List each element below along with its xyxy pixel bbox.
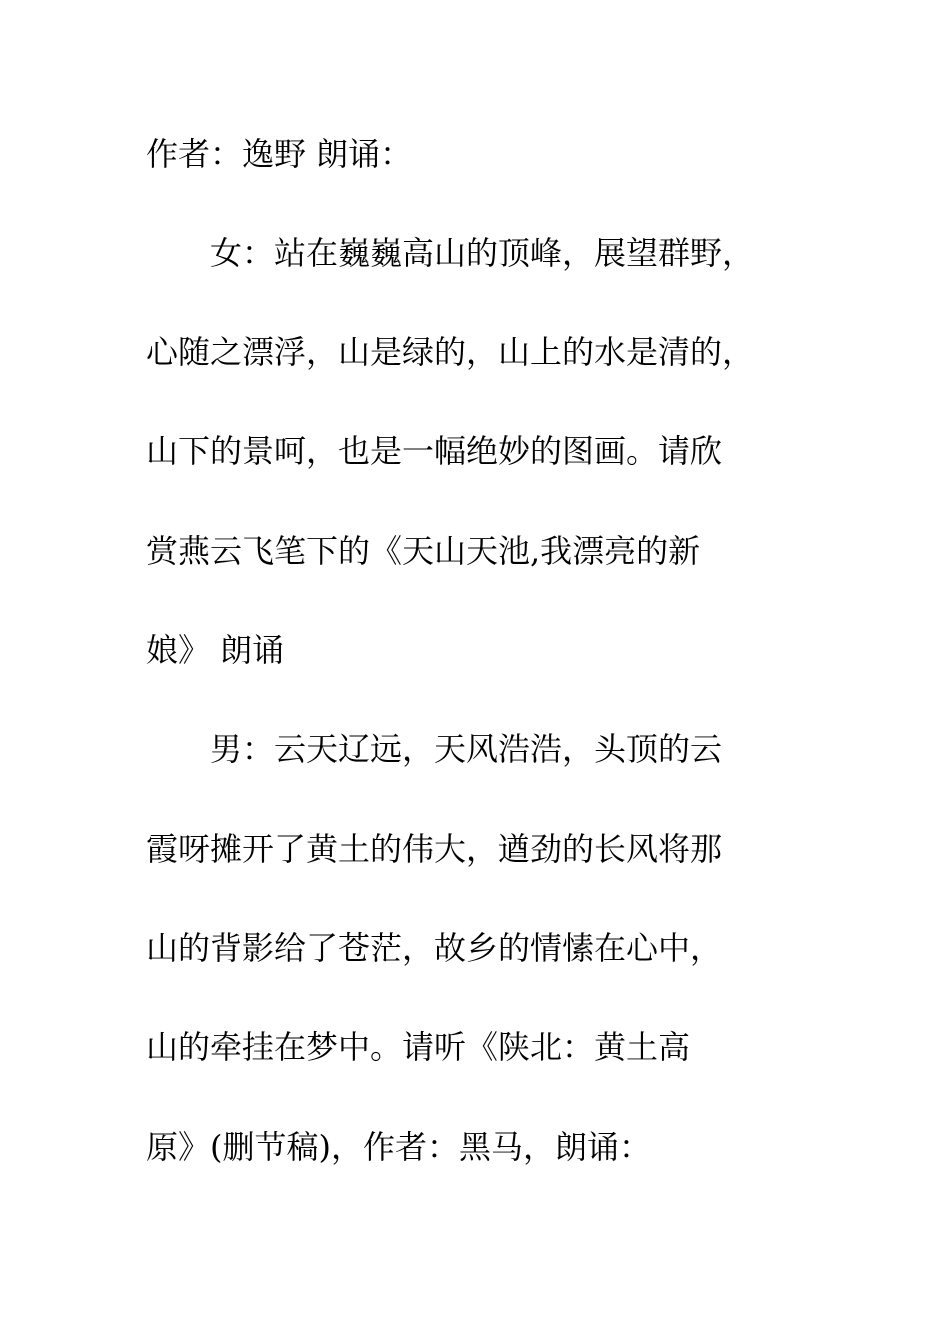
paragraph-line: 原》(删节稿)，作者：黑马，朗诵： [146,1128,651,1166]
paragraph-line: 山下的景呵，也是一幅绝妙的图画。请欣 [146,432,723,470]
paragraph-line: 娘》 朗诵 [146,631,285,669]
paragraph-line: 心随之漂浮，山是绿的，山上的水是清的， [146,333,755,371]
paragraph-line: 山的背影给了苍茫，故乡的情愫在心中， [146,929,723,967]
paragraph-line: 女：站在巍巍高山的顶峰，展望群野， [146,234,755,272]
paragraph-line: 山的牵挂在梦中。请听《陕北：黄土高 [146,1028,691,1066]
paragraph-line: 赏燕云飞笔下的《天山天池,我漂亮的新 [146,532,701,570]
author-line: 作者：逸野 朗诵： [146,135,413,173]
paragraph-line: 男：云天辽远，天风浩浩，头顶的云 [146,730,723,768]
paragraph-line: 霞呀摊开了黄土的伟大，遒劲的长风将那 [146,830,723,868]
